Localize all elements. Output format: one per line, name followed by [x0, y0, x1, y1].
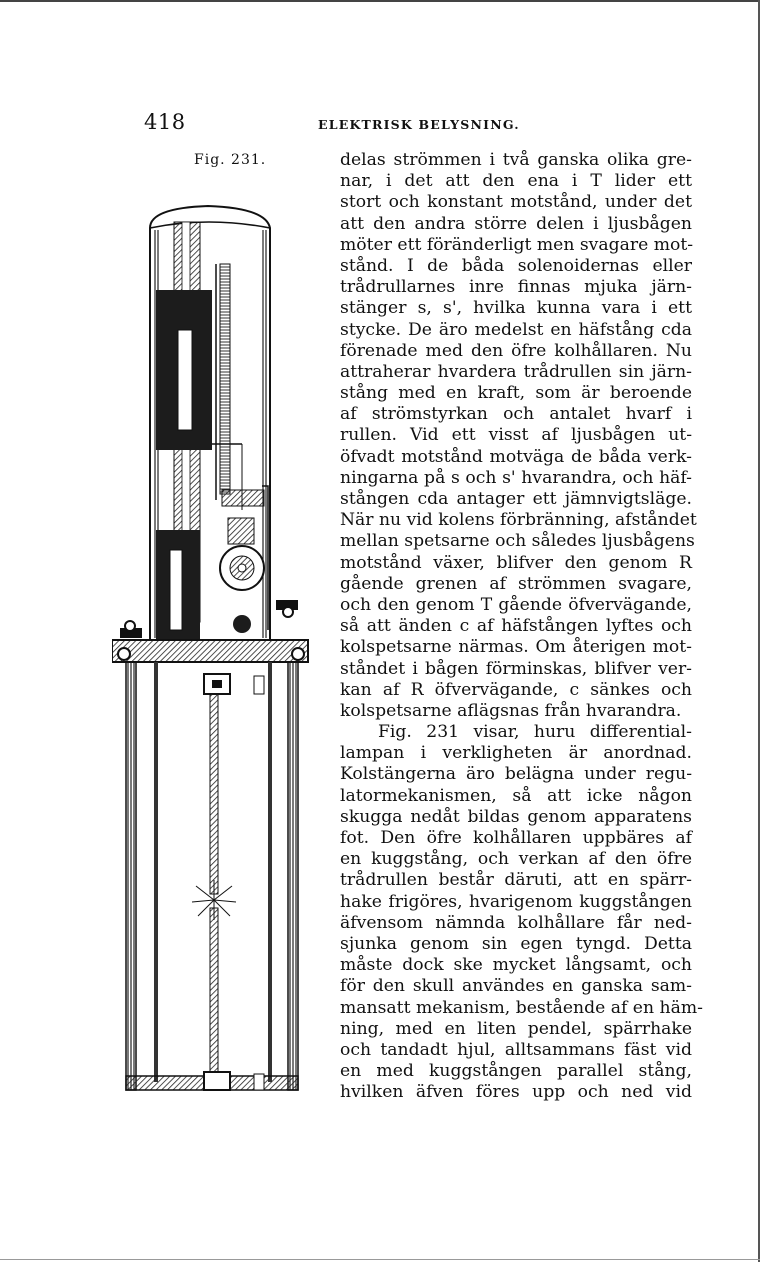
- text-line: en kuggstång, och verkan af den öfre: [340, 849, 692, 870]
- text-line: gående grenen af strömmen svagare,: [340, 573, 692, 594]
- text-line: så att änden c af häfstången lyftes och: [340, 616, 692, 637]
- text-line: stänger s, s', hvilka kunna vara i ett: [340, 298, 692, 319]
- arc-lamp-figure: [112, 200, 322, 1100]
- text-line: kolspetsarne närmas. Om återigen mot-: [340, 637, 692, 658]
- text-line: stycke. De äro medelst en häfstång cda: [340, 319, 692, 340]
- text-line: attraherar hvardera trådrullen sin järn-: [340, 361, 692, 382]
- text-line: skugga nedåt bildas genom apparatens: [340, 806, 692, 827]
- text-line: hvilken äfven föres upp och ned vid: [340, 1082, 692, 1103]
- text-line: delas strömmen i två ganska olika gre-: [340, 150, 692, 170]
- text-line: Fig. 231 visar, huru differential-: [378, 722, 692, 743]
- page-edge-top: [0, 0, 760, 2]
- text-line: stången cda antager ett jämnvigtsläge.: [340, 489, 692, 509]
- page-number: 418: [144, 110, 186, 134]
- text-line: för den skull användes en ganska sam-: [340, 976, 692, 997]
- text-line: måste dock ske mycket långsamt, och: [340, 955, 692, 976]
- text-line: trådrullarnes inre finnas mjuka järn-: [340, 277, 692, 298]
- page-edge-bottom: [0, 1259, 760, 1260]
- text-line: ståndet i bågen förminskas, blifver ver-: [340, 658, 692, 679]
- text-line: sjunka genom sin egen tyngd. Detta: [340, 933, 692, 954]
- text-line: äfvensom nämnda kolhållare får ned-: [340, 912, 692, 933]
- text-line: stånd. I de båda solenoidernas eller: [340, 255, 692, 276]
- text-line: och den genom T gående öfvervägande,: [340, 594, 692, 615]
- text-line: rullen. Vid ett visst af ljusbågen ut-: [340, 425, 692, 446]
- figure-caption: Fig. 231.: [194, 152, 267, 168]
- running-head: ELEKTRISK BELYSNING.: [318, 117, 520, 132]
- text-line: När nu vid kolens förbränning, afståndet: [340, 510, 697, 531]
- text-line: ning, med en liten pendel, spärrhake: [340, 1018, 692, 1039]
- text-line: mellan spetsarne och således ljusbågens: [340, 531, 695, 552]
- text-line: ningarna på s och s' hvarandra, och häf-: [340, 467, 692, 488]
- text-line: hake frigöres, hvarigenom kuggstången: [340, 891, 692, 912]
- text-line: Kolstängerna äro belägna under regu-: [340, 764, 692, 785]
- text-line: och tandadt hjul, alltsammans fäst vid: [340, 1039, 692, 1060]
- text-line: stång med en kraft, som är beroende: [340, 383, 692, 404]
- text-line: trådrullen består däruti, att en spärr-: [340, 870, 692, 891]
- text-line: motstånd växer, blifver den genom R: [340, 552, 692, 573]
- text-line: att den andra större delen i ljusbågen: [340, 213, 692, 234]
- text-line: fot. Den öfre kolhållaren uppbäres af: [340, 828, 692, 848]
- text-line: kolspetsarne aflägsnas från hvarandra.: [340, 700, 682, 721]
- text-line: latormekanismen, så att icke någon: [340, 785, 692, 806]
- text-line: af strömstyrkan och antalet hvarf i: [340, 404, 692, 425]
- body-text: [340, 150, 703, 1103]
- text-line: möter ett föränderligt men svagare mot-: [340, 234, 694, 255]
- text-line: en med kuggstången parallel stång,: [340, 1061, 692, 1082]
- text-line: nar, i det att den ena i T lider ett: [340, 171, 692, 192]
- arc-lamp-illustration-icon: [112, 200, 322, 1100]
- text-line: lampan i verkligheten är anordnad.: [340, 743, 692, 764]
- text-line: öfvadt motstånd motväga de båda verk-: [340, 446, 692, 467]
- text-line: förenade med den öfre kolhållaren. Nu: [340, 340, 692, 361]
- text-line: mansatt mekanism, bestående af en häm-: [340, 997, 703, 1018]
- text-line: stort och konstant motstånd, under det: [340, 192, 692, 213]
- text-line: kan af R öfvervägande, c sänkes och: [340, 679, 692, 700]
